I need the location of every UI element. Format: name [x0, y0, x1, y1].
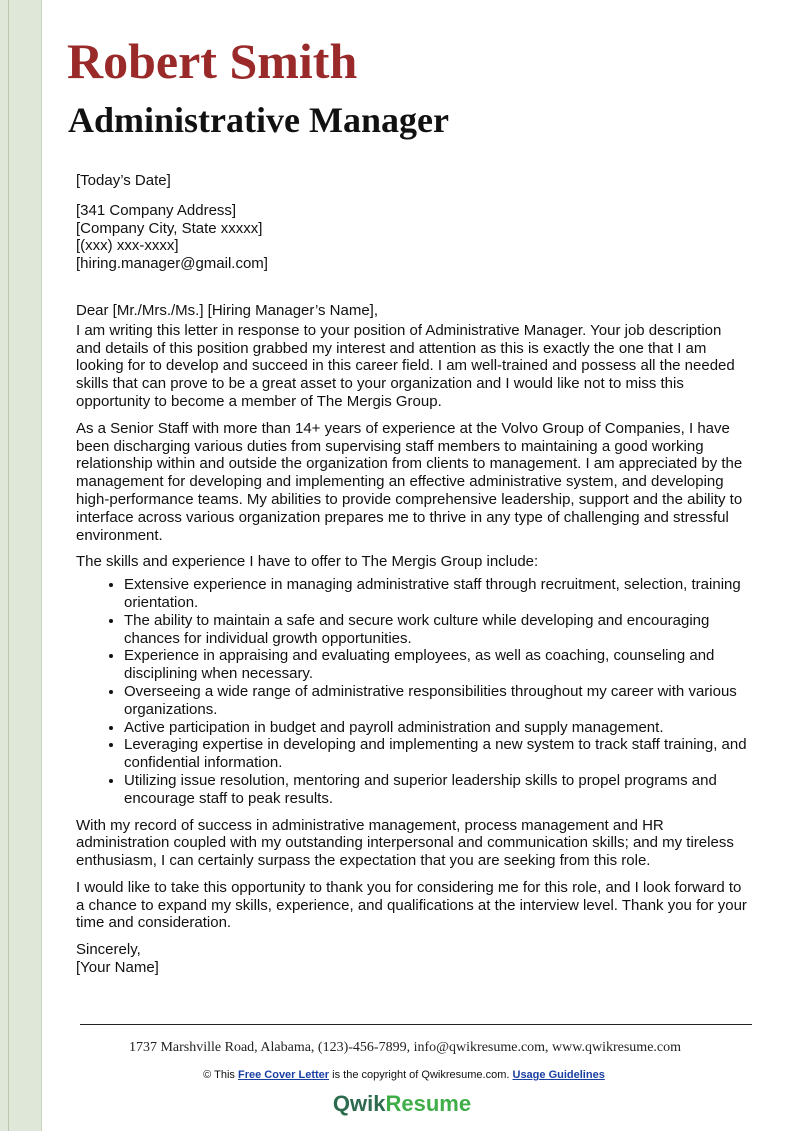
paragraph-intro: I am writing this letter in response to your position of Administrative Manager. Your job description and details of this position grabbed my interest and attention as this is exactly the one that I am looking for to develop and succeed in this career field. I am well-trained and possess all the needed skills that can prove to be a great asset to your organization and I would like not to miss this opportunity to become a member of The Mergis Group.	[76, 321, 735, 410]
address-line: [341 Company Address]	[76, 201, 237, 219]
address-line: [Company City, State xxxxx]	[76, 219, 263, 237]
skill-item: • Leveraging expertise in developing and implementing a new system to track staff training, and confidential information.	[124, 736, 748, 772]
skill-item: • Overseeing a wide range of administrative responsibilities throughout my career with various organizations.	[124, 683, 748, 719]
contact-info: 1737 Marshville Road, Alabama, (123)-456-7899, info@qwikresume.com, www.qwikresume.com	[128, 1040, 682, 1055]
paragraph-record: With my record of success in administrative management, process management and HR administration coupled with my outstanding interpersonal and communication skills; and my tireless enthusiasm, I can certainly surpass the expectation that you are seeking from this role.	[76, 816, 734, 870]
copyright-notice	[0, 1069, 800, 1081]
copyright-middle: is the copyright of Qwikresume.com.	[332, 1069, 510, 1081]
footer-divider	[80, 1024, 752, 1025]
letter-date: [Today’s Date]	[76, 172, 171, 189]
skills-list	[76, 576, 748, 807]
skill-item: • Active participation in budget and payroll administration and supply management.	[124, 719, 748, 737]
recipient-address	[76, 202, 748, 273]
job-title: Administrative Manager	[68, 100, 449, 140]
signature: [Your Name]	[76, 959, 159, 977]
logo-part-qwik: Qwik	[332, 1091, 386, 1116]
applicant-name: Robert Smith	[67, 33, 358, 89]
skill-item: • The ability to maintain a safe and secure work culture while developing and encouraging chances for individual growth opportunities.	[124, 612, 748, 648]
paragraph-thanks: I would like to take this opportunity to thank you for considering me for this role, and I look forward to a chance to expand my skills, experience, and qualifications at the interview level. Thank you for your time and consideration.	[76, 878, 747, 932]
address-line: [(xxx) xxx-xxxx]	[76, 237, 179, 255]
letter-body	[76, 172, 748, 977]
left-decorative-bar	[0, 0, 42, 1131]
left-bar-edge	[41, 0, 42, 1131]
address-line: [hiring.manager@gmail.com]	[76, 255, 268, 273]
skill-item: • Experience in appraising and evaluating employees, as well as coaching, counseling and disciplining when necessary.	[124, 647, 748, 683]
salutation: Dear [Mr./Mrs./Ms.] [Hiring Manager’s Name],	[76, 301, 379, 319]
paragraph-experience: As a Senior Staff with more than 14+ years of experience at the Volvo Group of Companies, I have been discharging various duties from supervising staff members to maintaining a good working relationship within and outside the organization from clients to management. I am appreciated by the management for developing and implementing an effective administrative system, and developing high-performance teams. My abilities to provide comprehensive leadership, support and the ability to interface across various organization prepares me to thrive in any type of challenging and stressful environment.	[76, 419, 743, 544]
skill-item: • Extensive experience in managing administrative staff through recruitment, selection, training orientation.	[124, 576, 748, 612]
paragraph-skills-intro: The skills and experience I have to offer to The Mergis Group include:	[76, 553, 539, 571]
skill-item: • Utilizing issue resolution, mentoring and superior leadership skills to propel programs and encourage staff to peak results.	[124, 772, 748, 808]
free-cover-letter-link[interactable]: Free Cover Letter	[237, 1069, 330, 1081]
logo-part-resume: Resume	[385, 1091, 472, 1116]
qwikresume-logo[interactable]	[0, 1091, 800, 1117]
left-bar-line	[8, 0, 9, 1131]
usage-guidelines-link[interactable]: Usage Guidelines	[512, 1069, 605, 1081]
signoff: Sincerely,	[76, 941, 141, 959]
copyright-prefix: © This	[203, 1069, 235, 1081]
